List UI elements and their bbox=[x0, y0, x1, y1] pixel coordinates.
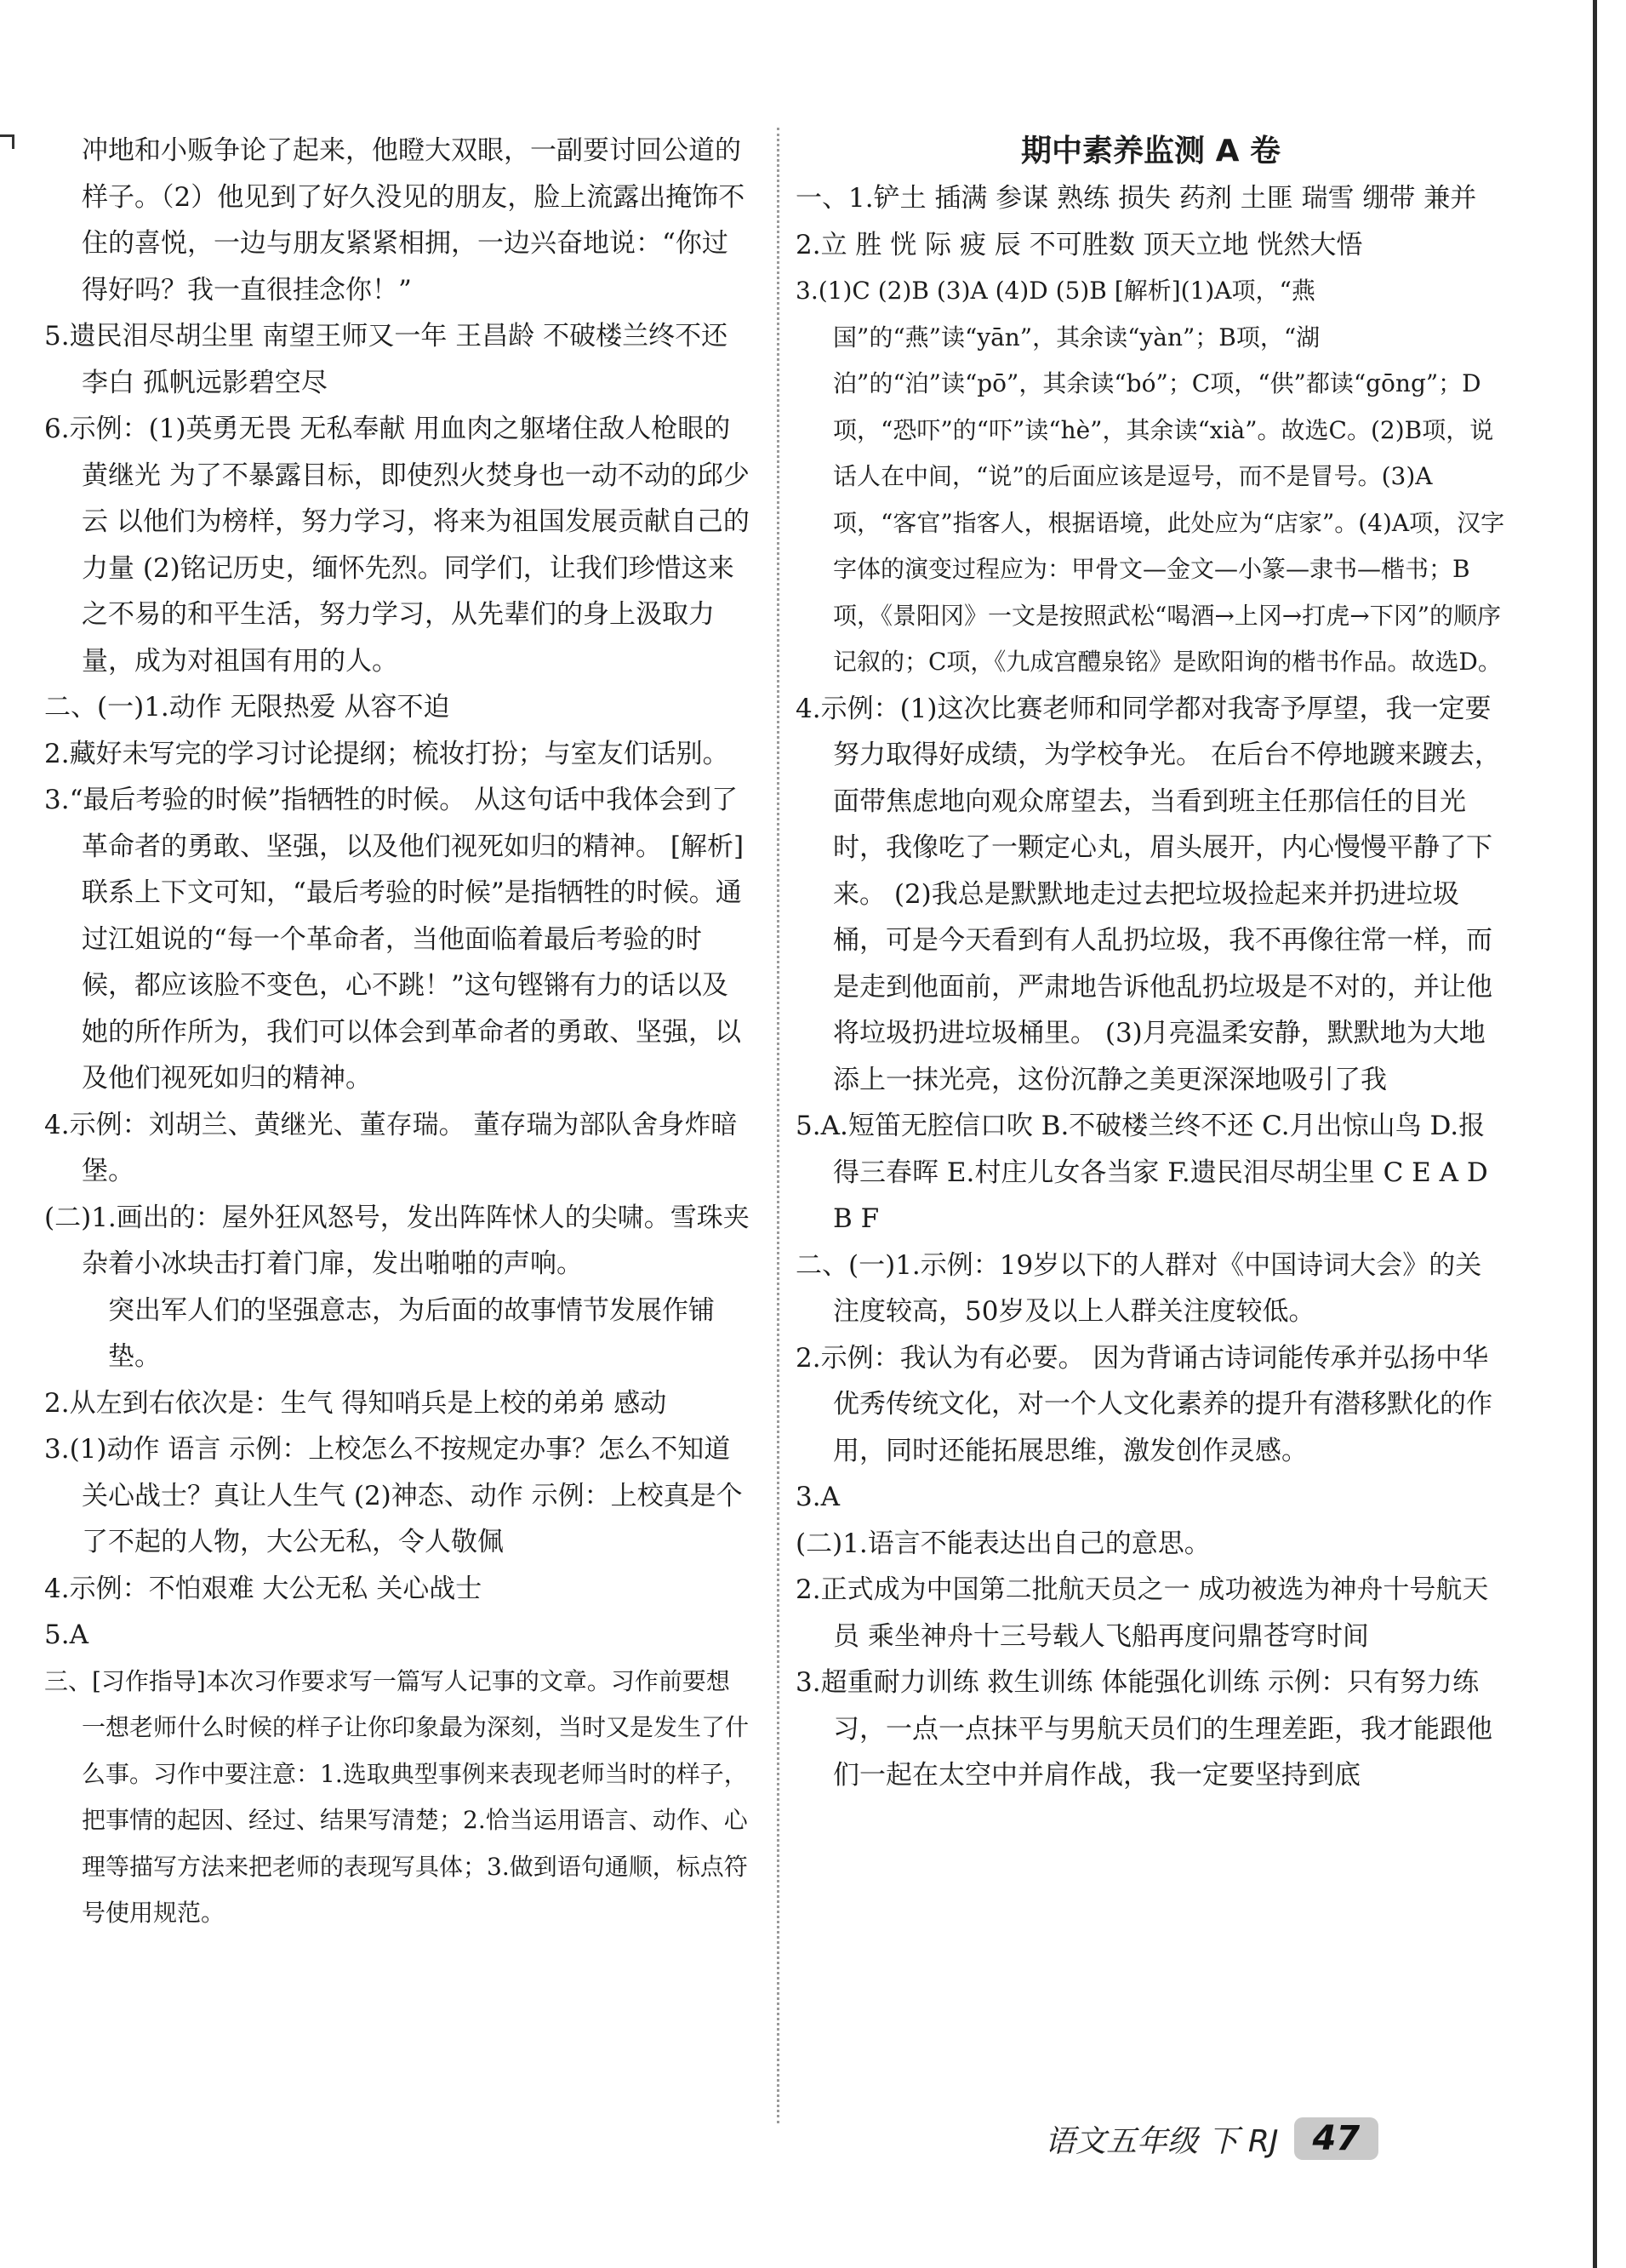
right-column bbox=[796, 128, 1506, 1799]
right-item-6: 二、(一)1.示例：19岁以下的人群对《中国诗词大会》的关注度较高，50岁及以上人群关注度较低。 bbox=[796, 1249, 1482, 1327]
left-item-10: 2.从左到右依次是：生气 得知哨兵是上校的弟弟 感动 bbox=[44, 1387, 667, 1419]
right-item-8: 3.A bbox=[796, 1482, 840, 1512]
section-title: 期中素养监测 A 卷 bbox=[1021, 134, 1281, 169]
right-item-5: 5.A.短笛无腔信口吹 B.不破楼兰终不还 C.月出惊山鸟 D.报得三春晖 E.村庄儿女各当家 F.遗民泪尽胡尘里 C E A D B F bbox=[796, 1111, 1488, 1234]
page-number: 47 bbox=[1294, 2117, 1379, 2160]
binding-rule bbox=[1593, 0, 1597, 2268]
left-item-14: 三、[习作指导]本次习作要求写一篇写人记事的文章。习作前要想一想老师什么时候的样子让你印象最为深刻，当时又是发生了什么事。习作中要注意：1.选取典型事例来表现老师当时的样子，把事情的起因、经过、结果写清楚；2.恰当运用语言、动作、心理等描写方法来把老师的表现写具体；3.做到语句通顺，标点符号使用规范。 bbox=[44, 1666, 750, 1927]
left-item-12: 4.示例：不怕艰难 大公无私 关心战士 bbox=[44, 1573, 482, 1604]
left-column bbox=[44, 128, 750, 1937]
crop-mark bbox=[0, 134, 14, 149]
footer-label: 语文五年级 下 RJ bbox=[1045, 2123, 1279, 2159]
left-item-11: 3.(1)动作 语言 示例：上校怎么不按规定办事？怎么不知道关心战士？真让人生气 (2)神态、动作 示例：上校真是个了不起的人物，大公无私，令人敬佩 bbox=[44, 1434, 743, 1557]
left-item-7: 4.示例：刘胡兰、黄继光、董存瑞。 董存瑞为部队舍身炸暗堡。 bbox=[44, 1109, 738, 1186]
left-item-2: 5.遗民泪尽胡尘里 南望王师又一年 王昌龄 不破楼兰终不还 李白 孤帆远影碧空尽 bbox=[44, 321, 728, 398]
right-item-9: (二)1.语言不能表达出自己的意思。 bbox=[796, 1528, 1211, 1559]
right-item-4: 4.示例：(1)这次比赛老师和同学都对我寄予厚望，我一定要努力取得好成绩，为学校争光。 在后台不停地踱来踱去，面带焦虑地向观众席望去，当看到班主任那信任的目光时，我像吃了一颗定心丸，眉头展开，内心慢慢平静了下来。 (2)我总是默默地走过去把垃圾捡起来并扔进垃圾桶，可是今天看到有人乱扔垃圾，我不再像往常一样，而是走到他面前，严肃地告诉他乱扔垃圾是不对的，并让他将垃圾扔进垃圾桶里。 (3)月亮温柔安静，默默地为大地添上一抹光亮，这份沉静之美更深深地吸引了我 bbox=[796, 693, 1501, 1095]
column-divider bbox=[777, 128, 779, 2123]
right-item-3: 3.(1)C (2)B (3)A (4)D (5)B [解析](1)A项，“燕国”的“燕”读“yān”，其余读“yàn”；B项，“湖泊”的“泊”读“pō”，其余读“bó”；C项，“供”都读“gōng”；D项，“恐吓”的“吓”读“hè”，其余读“xià”。故选C。(2)B项，说话人在中间，“说”的后面应该是逗号，而不是冒号。(3)A项，“客官”指客人，根据语境，此处应为“店家”。(4)A项，汉字字体的演变过程应为：甲骨文—金文—小篆—隶书—楷书；B项，《景阳冈》一文是按照武松“喝酒→上冈→打虎→下冈”的顺序记叙的；C项，《九成宫醴泉铭》是欧阳询的楷书作品。故选D。 bbox=[796, 277, 1505, 676]
left-item-4: 二、(一)1.动作 无限热爱 从容不迫 bbox=[44, 692, 450, 723]
left-item-6: 3.“最后考验的时候”指牺牲的时候。 从这句话中我体会到了革命者的勇敢、坚强，以及他们视死如归的精神。 [解析]联系上下文可知，“最后考验的时候”是指牺牲的时候。通过江姐说的“每一个革命者，当他面临着最后考验的时候，都应该脸不变色，心不跳！”这句铿锵有力的话以及她的所作所为，我们可以体会到革命者的勇敢、坚强，以及他们视死如归的精神。 bbox=[44, 785, 745, 1094]
right-item-11: 3.超重耐力训练 救生训练 体能强化训练 示例：只有努力练习，一点一点抹平与男航天员们的生理差距，我才能跟他们一起在太空中并肩作战，我一定要坚持到底 bbox=[796, 1667, 1492, 1791]
right-item-1: 一、1.铲土 插满 参谋 熟练 损失 药剂 土匪 瑞雪 绷带 兼并 bbox=[796, 183, 1477, 214]
left-item-1: 冲地和小贩争论了起来，他瞪大双眼，一副要讨回公道的样子。（2）他见到了好久没见的朋友，脸上流露出掩饰不住的喜悦，一边与朋友紧紧相拥，一边兴奋地说：“你过得好吗？我一直很挂念你！” bbox=[82, 135, 745, 306]
left-item-5: 2.藏好未写完的学习讨论提纲；梳妆打扮；与室友们话别。 bbox=[44, 738, 729, 769]
left-item-9: 突出军人们的坚强意志，为后面的故事情节发展作铺垫。 bbox=[108, 1294, 715, 1372]
page-footer bbox=[1045, 2113, 1378, 2164]
right-item-7: 2.示例：我认为有必要。 因为背诵古诗词能传承并弘扬中华优秀传统文化，对一个人文化素养的提升有潜移默化的作用，同时还能拓展思维，激发创作灵感。 bbox=[796, 1342, 1492, 1466]
right-item-2: 2.立 胜 恍 际 疲 辰 不可胜数 顶天立地 恍然大悟 bbox=[796, 229, 1363, 260]
left-item-13: 5.A bbox=[44, 1620, 88, 1650]
right-item-10: 2.正式成为中国第二批航天员之一 成功被选为神舟十号航天员 乘坐神舟十三号载人飞船再度问鼎苍穹时间 bbox=[796, 1574, 1489, 1652]
left-item-3: 6.示例：(1)英勇无畏 无私奉献 用血肉之躯堵住敌人枪眼的黄继光 为了不暴露目标，即使烈火焚身也一动不动的邱少云 以他们为榜样，努力学习，将来为祖国发展贡献自己的力量 (2)铭记历史，缅怀先烈。同学们，让我们珍惜这来之不易的和平生活，努力学习，从先辈们的身上汲取力量，成为对祖国有用的人。 bbox=[44, 414, 750, 677]
left-item-8: (二)1.画出的：屋外狂风怒号，发出阵阵怵人的尖啸。雪珠夹杂着小冰块击打着门扉，发出啪啪的声响。 bbox=[44, 1202, 750, 1279]
